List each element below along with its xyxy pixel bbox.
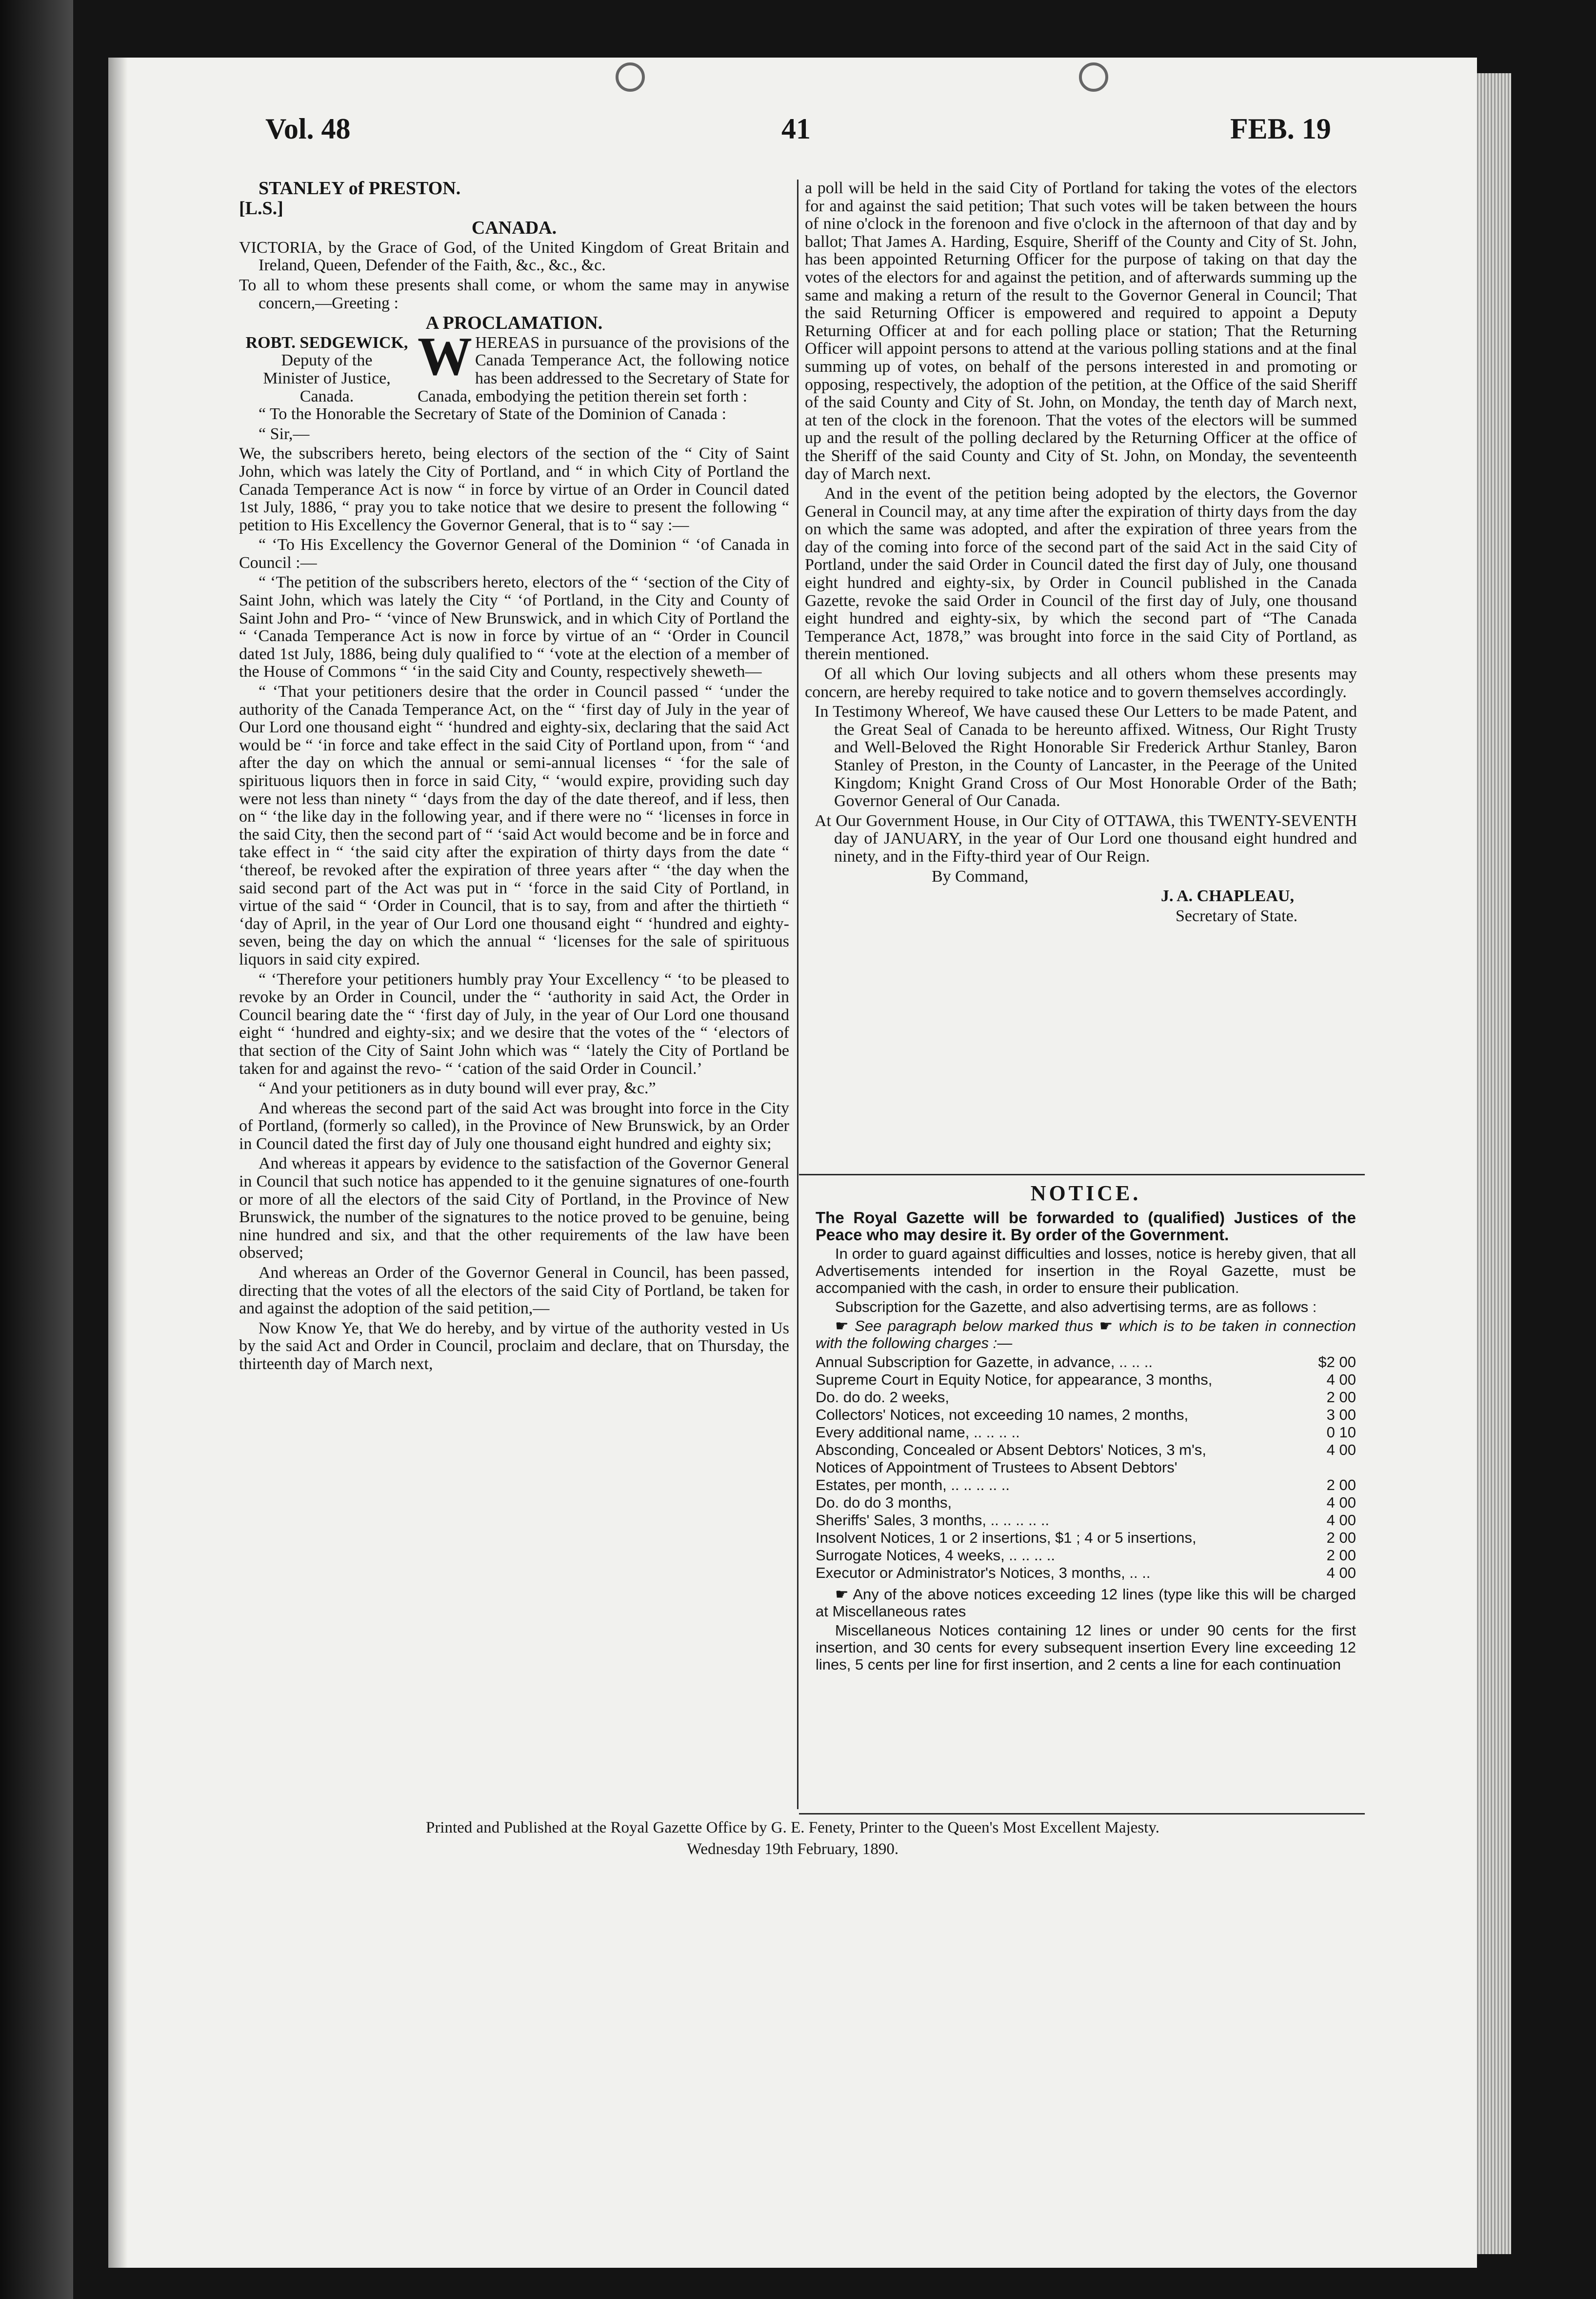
rate-label: Do. do do 3 months, xyxy=(816,1494,952,1511)
victoria-style: VICTORIA, by the Grace of God, of the United Kingdom of Great Britain and Ireland, Queen, Defender of the Faith, &c., &c., &c. xyxy=(239,238,789,275)
imprint-date: Wednesday 19th February, 1890. xyxy=(686,1840,899,1858)
country-heading: CANADA. xyxy=(471,218,557,239)
rate-amount: 4 00 xyxy=(1326,1371,1356,1388)
signer-title: Secretary of State. xyxy=(1176,907,1298,925)
notice-section xyxy=(816,1180,1356,1675)
whereas-text: HEREAS in pursuance of the provisions of the Canada Temperance Act, the following notice has been addressed to the Secretary of State for Canada, embodying the petition therein set forth : xyxy=(418,334,789,405)
notice-heading: NOTICE. xyxy=(1030,1181,1141,1205)
rate-label: Collectors' Notices, not exceeding 10 names, 2 months, xyxy=(816,1406,1189,1423)
by-command: By Command, xyxy=(932,867,1029,886)
rate-amount xyxy=(1312,1459,1356,1476)
proclamation-heading: A PROCLAMATION. xyxy=(425,313,603,334)
notice-see-paragraph: ☛ See paragraph below marked thus ☛ which is to be taken in connection with the following charges :— xyxy=(816,1317,1356,1351)
proclamation-paragraph: Now Know Ye, that We do hereby, and by virtue of the authority vested in Us by the said Act and Order in Council, proclaim and declare, that on Thursday, the thirteenth day of March next, xyxy=(239,1319,789,1373)
signatory-heading: STANLEY of PRESTON. xyxy=(259,178,461,199)
rate-row xyxy=(816,1389,1356,1406)
rate-amount: 2 00 xyxy=(1326,1476,1356,1493)
notice-justices: The Royal Gazette will be forwarded to (qualified) Justices of the Peace who may desire it. By order of the Government. xyxy=(816,1209,1356,1244)
petition-paragraph: “ ‘That your petitioners desire that the order in Council passed “ ‘under the authority of the Canada Temperance Act, on the “ ‘first day of July in the year of Our Lord one thousand eight “ ‘hundred and eighty-six, declaring that the said Act would be “ ‘in force and take effect in the said City of Portland upon, from “ ‘and after the day on which the annual or semi-annual licenses “ ‘for the sale of spirituous liquors then in force in said City, “ ‘would expire, providing such day were not less than ninety “ ‘days from the day of the date thereof, and if less, then on “ ‘the like day in the following year, and if there were no “ ‘licenses in force in the said City, then the second part of “ ‘said Act would become and be in force and take effect in “ ‘the said city after the expiration of thirty days from the date “ ‘thereof, be revoked after the expiration of three years after “ ‘the day when the said second part of the Act was put in “ ‘force in the said City of Portland, in virtue of the said “ ‘Order in Council, that is to say, from and after the thirtieth “ ‘day of April, in the year of Our Lord one thousand eight “ ‘hundred and eighty-seven, being the day on which the annual “ ‘licenses for the sale of spirituous liquors in said city expired. xyxy=(239,683,789,968)
rate-label: Notices of Appointment of Trustees to Absent Debtors' xyxy=(816,1459,1177,1476)
volume-number: Vol. 48 xyxy=(265,113,351,145)
rate-row xyxy=(816,1371,1356,1389)
rate-label: Supreme Court in Equity Notice, for appearance, 3 months, xyxy=(816,1371,1213,1388)
petition-paragraph: “ ‘To His Excellency the Governor General of the Dominion “ ‘of Canada in Council :— xyxy=(239,536,789,572)
rate-label: Every additional name, .. .. .. .. xyxy=(816,1424,1020,1441)
rate-amount: 3 00 xyxy=(1326,1406,1356,1423)
rate-amount: 4 00 xyxy=(1326,1494,1356,1511)
binding-hole-icon xyxy=(1079,62,1108,92)
whereas-paragraph: And whereas the second part of the said Act was brought into force in the City of Portland, (formerly so called), in the Province of New Brunswick, by an Order in Council dated the first day of July one thousand eight hundred and eighty six; xyxy=(239,1099,789,1153)
drop-cap: W xyxy=(418,334,472,387)
rate-label: Do. do do. 2 weeks, xyxy=(816,1389,949,1406)
deputy-title-2: Minister of Justice, xyxy=(263,369,391,387)
notice-cash: In order to guard against difficulties and losses, notice is hereby given, that all Advertisements intended for insertion in the Royal Gazette, must be accompanied with the cash, in order to ensure their publication. xyxy=(816,1245,1356,1296)
rate-row xyxy=(816,1459,1356,1476)
rate-row xyxy=(816,1529,1356,1547)
left-column xyxy=(239,180,789,1375)
deputy-name: ROBT. SEDGEWICK, xyxy=(245,334,408,352)
rate-row xyxy=(816,1424,1356,1441)
page-number: 41 xyxy=(781,113,811,145)
issue-date: FEB. 19 xyxy=(1230,113,1331,145)
rate-amount: 2 00 xyxy=(1326,1547,1356,1564)
whereas-paragraph: And whereas an Order of the Governor General in Council, has been passed, directing that the votes of all the electors of the said City of Portland, be taken for and against the adoption of the said petition,— xyxy=(239,1264,789,1318)
right-column xyxy=(805,180,1357,927)
rate-amount: 0 10 xyxy=(1326,1424,1356,1441)
rate-label: Executor or Administrator's Notices, 3 months, .. .. xyxy=(816,1564,1151,1581)
petition-salutation: “ Sir,— xyxy=(259,424,310,443)
notice-rule xyxy=(799,1174,1365,1175)
deputy-title-3: Canada. xyxy=(299,387,354,405)
binding-hole-icon xyxy=(616,62,645,92)
justice-signature xyxy=(239,334,415,405)
gazette-page xyxy=(108,58,1477,2268)
rate-row xyxy=(816,1547,1356,1564)
rate-label: Insolvent Notices, 1 or 2 insertions, $1 ; 4 or 5 insertions, xyxy=(816,1529,1197,1546)
rate-row xyxy=(816,1476,1356,1494)
rate-row xyxy=(816,1564,1356,1582)
deputy-title: Deputy of the xyxy=(281,351,373,370)
rate-amount: 4 00 xyxy=(1326,1441,1356,1458)
notice-excess: ☛ Any of the above notices exceeding 12 lines (type like this will be charged at Miscellaneous rates xyxy=(816,1586,1356,1620)
government-house-paragraph: At Our Government House, in Our City of OTTAWA, this TWENTY-SEVENTH day of JANUARY, in the year of Our Lord one thousand eight hundred and ninety, and in the Fifty-third year of Our Reign. xyxy=(815,811,1357,866)
rate-label: Estates, per month, .. .. .. .. .. xyxy=(816,1476,1010,1493)
rate-label: Sheriffs' Sales, 3 months, .. .. .. .. .. xyxy=(816,1512,1050,1529)
bottom-rule xyxy=(799,1813,1365,1815)
rates-table xyxy=(816,1353,1356,1582)
rate-row xyxy=(816,1353,1356,1371)
revocation-paragraph: And in the event of the petition being adopted by the electors, the Governor General in Council may, at any time after the expiration of thirty days from the day on which the same was adopted, and after the expiration of three years from the day of the coming into force of the second part of the said Act in the said City of Portland, under the said Order in Council dated the first day of July, one thousand eight hundred and eighty-six, by Order in Council published in the Canada Gazette, revoke the said Order in Council of the first day of July, one thousand eight hundred and eighty-six, by which the second part of “The Canada Temperance Act, 1878,” was brought into force in the said City of Portland, as therein mentioned. xyxy=(805,484,1357,664)
notice-paragraph: Of all which Our loving subjects and all others whom these presents may concern, are hereby required to take notice and to govern themselves accordingly. xyxy=(805,665,1357,701)
printer-imprint: Printed and Published at the Royal Gazette Office by G. E. Fenety, Printer to the Queen's Most Excellent Majesty. xyxy=(425,1819,1160,1836)
rate-amount: 2 00 xyxy=(1326,1389,1356,1406)
petition-paragraph: “ ‘The petition of the subscribers hereto, electors of the “ ‘section of the City of Saint John, which was lately the City “ ‘of Portland, in the City and County of Saint John and Pro- “ ‘vince of New Brunswick, and in which City of Portland the “ ‘Canada Temperance Act is now in force by virtue of an “ ‘Order in Council dated 1st July, 1886, being duly qualified to “ ‘vote at the election of a member of the House of Commons “ ‘in the said City and County, respectively sheweth— xyxy=(239,573,789,681)
rate-row xyxy=(816,1406,1356,1424)
petition-paragraph: “ ‘Therefore your petitioners humbly pray Your Excellency “ ‘to be pleased to revoke by an Order in Council, under the “ ‘authority in said Act, the Order in Council bearing date the “ ‘first day of July, in the year of Our Lord one thousand eight “ ‘hundred and eighty-six; and we desire that the votes of the “ ‘electors of that section of the City of Saint John which was “ ‘lately the City of Portland be taken for and against the revo- “ ‘cation of the said Order in Council.’ xyxy=(239,970,789,1078)
rate-label: Absconding, Concealed or Absent Debtors' Notices, 3 m's, xyxy=(816,1441,1207,1458)
testimony-paragraph: In Testimony Whereof, We have caused these Our Letters to be made Patent, and the Great Seal of Canada to be hereunto affixed. Witness, Our Right Trusty and Well-Beloved the Right Honorable Sir Frederick Arthur Stanley, Baron Stanley of Preston, in the County of Lancaster, in the Peerage of the United Kingdom; Knight Grand Cross of Our Most Honorable Order of the Bath; Governor General of Our Canada. xyxy=(815,703,1357,810)
rate-amount: 4 00 xyxy=(1326,1564,1356,1581)
gutter-shadow xyxy=(108,58,128,2268)
rate-row xyxy=(816,1494,1356,1512)
poll-paragraph: a poll will be held in the said City of Portland for taking the votes of the electors for and against the said petition; That such votes will be taken between the hours of nine o'clock in the forenoon and five o'clock in the afternoon of that day and by ballot; That James A. Harding, Esquire, Sheriff of the County and City of St. John, has been appointed Returning Officer for the purpose of taking on that day the votes of the electors for and against the petition, and of afterwards summing up the same and making a return of the result to the Governor General in Council; That the said Returning Officer is empowered and required to appoint a Deputy Returning Officer at and for each polling place or station; That the Returning Officer will appoint persons to attend at the various polling stations and at the final summing up of votes, on behalf of the persons interested in and promoting or opposing, respectively, the adoption of the petition, at the Office of the said Sheriff of the said County and City of St. John, on Monday, the tenth day of March next, at ten of the clock in the forenoon. That the votes of the electors will be summed up and the result of the polling declared by the Returning Officer at the office of the Sheriff of the said County and City of St. John, on Monday, the seventeenth day of March next. xyxy=(805,179,1357,483)
petition-address: “ To the Honorable the Secretary of State of the Dominion of Canada : xyxy=(259,405,727,424)
address-greeting: To all to whom these presents shall come, or whom the same may in anywise concern,—Greeting : xyxy=(239,276,789,312)
great-seal-mark: [L.S.] xyxy=(239,198,283,219)
whereas-block xyxy=(239,334,789,405)
signer-name: J. A. CHAPLEAU, xyxy=(1161,887,1294,906)
rate-amount: 2 00 xyxy=(1326,1529,1356,1546)
petition-paragraph: We, the subscribers hereto, being electors of the section of the “ City of Saint John, which was lately the City of Portland, and “ in which City of Portland the Canada Temperance Act is now “ in force by virtue of an Order in Council dated 1st July, 1886, “ pray you to take notice that we desire to present the following “ petition to His Excellency the Governor General, that is to “ say :— xyxy=(239,444,789,534)
rate-label: Surrogate Notices, 4 weeks, .. .. .. .. xyxy=(816,1547,1056,1564)
book-spine xyxy=(0,0,73,2299)
rate-row xyxy=(816,1512,1356,1529)
notice-miscellaneous: Miscellaneous Notices containing 12 lines or under 90 cents for the first insertion, and 30 cents for every subsequent insertion Every line exceeding 12 lines, 5 cents per line for first insertion, and 2 cents a line for each continuation xyxy=(816,1622,1356,1673)
page-edges xyxy=(1477,73,1511,2254)
petition-paragraph: “ And your petitioners as in duty bound will ever pray, &c.” xyxy=(259,1079,656,1098)
rate-amount: $2 00 xyxy=(1318,1353,1356,1371)
column-divider xyxy=(797,180,798,1809)
whereas-paragraph: And whereas it appears by evidence to the satisfaction of the Governor General in Council that such notice has appended to it the genuine signatures of one-fourth or more of all the electors of the said City of Portland, in the Province of New Brunswick, the number of the signatures to the notice proved to be genuine, being nine hundred and six, and that the other requirements of the law have been observed; xyxy=(239,1154,789,1262)
notice-terms: Subscription for the Gazette, and also advertising terms, are as follows : xyxy=(835,1298,1317,1315)
rate-amount: 4 00 xyxy=(1326,1512,1356,1529)
rate-row xyxy=(816,1441,1356,1459)
rate-label: Annual Subscription for Gazette, in advance, .. .. .. xyxy=(816,1353,1153,1371)
